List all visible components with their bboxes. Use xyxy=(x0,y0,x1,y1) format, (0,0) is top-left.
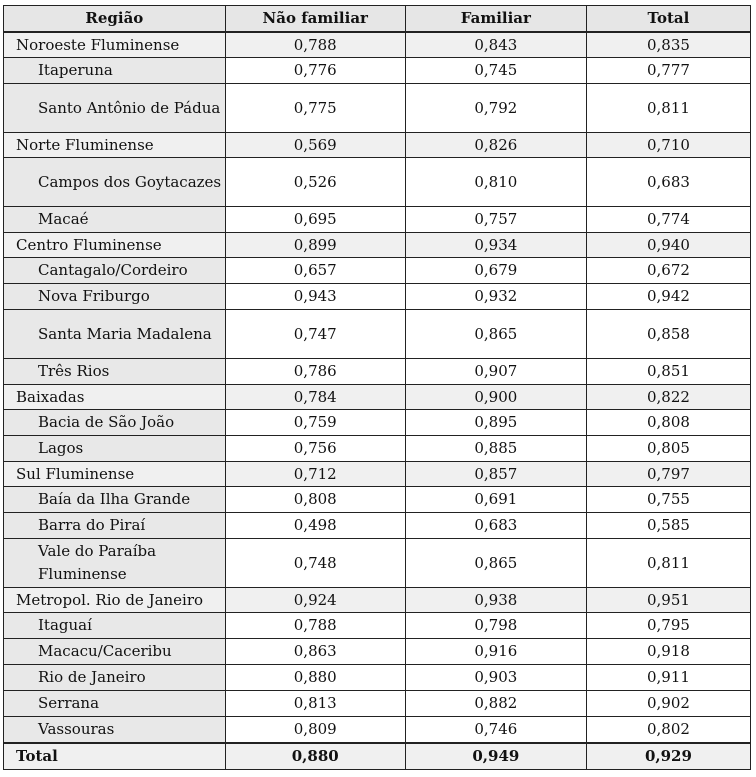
value-nao-familiar: 0,775 xyxy=(225,84,405,133)
row-label: Rio de Janeiro xyxy=(4,665,226,691)
row-label: Macaé xyxy=(4,207,226,233)
row-label: Campos dos Goytacazes xyxy=(4,158,226,207)
value-total: 0,755 xyxy=(586,487,750,513)
subregion-row xyxy=(4,284,751,310)
value-familiar: 0,683 xyxy=(405,513,586,539)
subregion-row xyxy=(4,539,751,588)
value-total: 0,911 xyxy=(586,665,750,691)
value-familiar: 0,865 xyxy=(405,310,586,359)
value-nao-familiar: 0,756 xyxy=(225,436,405,462)
value-nao-familiar: 0,759 xyxy=(225,410,405,436)
data-table xyxy=(3,5,751,770)
value-total: 0,811 xyxy=(586,539,750,588)
row-label: Nova Friburgo xyxy=(4,284,226,310)
subregion-row xyxy=(4,410,751,436)
row-label: Itaguaí xyxy=(4,613,226,639)
row-label: Metropol. Rio de Janeiro xyxy=(4,588,226,613)
value-total: 0,683 xyxy=(586,158,750,207)
value-familiar: 0,843 xyxy=(405,32,586,58)
value-nao-familiar: 0,880 xyxy=(225,665,405,691)
value-nao-familiar: 0,747 xyxy=(225,310,405,359)
value-familiar: 0,746 xyxy=(405,717,586,744)
value-familiar: 0,949 xyxy=(405,743,586,770)
header-total: Total xyxy=(586,6,750,33)
value-nao-familiar: 0,784 xyxy=(225,385,405,410)
value-nao-familiar: 0,880 xyxy=(225,743,405,770)
row-label: Sul Fluminense xyxy=(4,462,226,487)
row-label: Santa Maria Madalena xyxy=(4,310,226,359)
value-nao-familiar: 0,813 xyxy=(225,691,405,717)
value-total: 0,805 xyxy=(586,436,750,462)
value-nao-familiar: 0,943 xyxy=(225,284,405,310)
value-familiar: 0,745 xyxy=(405,58,586,84)
value-familiar: 0,882 xyxy=(405,691,586,717)
row-label: Vassouras xyxy=(4,717,226,744)
subregion-row xyxy=(4,58,751,84)
value-total: 0,672 xyxy=(586,258,750,284)
value-familiar: 0,857 xyxy=(405,462,586,487)
value-total: 0,835 xyxy=(586,32,750,58)
subregion-row xyxy=(4,207,751,233)
value-nao-familiar: 0,776 xyxy=(225,58,405,84)
value-nao-familiar: 0,809 xyxy=(225,717,405,744)
value-total: 0,940 xyxy=(586,233,750,258)
value-familiar: 0,900 xyxy=(405,385,586,410)
value-nao-familiar: 0,657 xyxy=(225,258,405,284)
value-nao-familiar: 0,788 xyxy=(225,613,405,639)
value-familiar: 0,885 xyxy=(405,436,586,462)
row-label: Centro Fluminense xyxy=(4,233,226,258)
total-row xyxy=(4,743,751,770)
region-row xyxy=(4,462,751,487)
subregion-row xyxy=(4,84,751,133)
value-total: 0,902 xyxy=(586,691,750,717)
value-total: 0,942 xyxy=(586,284,750,310)
value-familiar: 0,938 xyxy=(405,588,586,613)
value-familiar: 0,916 xyxy=(405,639,586,665)
value-total: 0,951 xyxy=(586,588,750,613)
value-total: 0,802 xyxy=(586,717,750,744)
value-nao-familiar: 0,695 xyxy=(225,207,405,233)
value-nao-familiar: 0,786 xyxy=(225,359,405,385)
value-nao-familiar: 0,498 xyxy=(225,513,405,539)
value-total: 0,851 xyxy=(586,359,750,385)
value-familiar: 0,792 xyxy=(405,84,586,133)
region-row xyxy=(4,385,751,410)
subregion-row xyxy=(4,487,751,513)
value-nao-familiar: 0,863 xyxy=(225,639,405,665)
header-regiao: Região xyxy=(4,6,226,33)
value-familiar: 0,895 xyxy=(405,410,586,436)
row-label: Norte Fluminense xyxy=(4,133,226,158)
header-row xyxy=(4,6,751,33)
row-label: Cantagalo/Cordeiro xyxy=(4,258,226,284)
value-nao-familiar: 0,899 xyxy=(225,233,405,258)
value-total: 0,795 xyxy=(586,613,750,639)
region-row xyxy=(4,588,751,613)
value-total: 0,811 xyxy=(586,84,750,133)
subregion-row xyxy=(4,258,751,284)
subregion-row xyxy=(4,613,751,639)
value-familiar: 0,757 xyxy=(405,207,586,233)
header-nao-familiar: Não familiar xyxy=(225,6,405,33)
subregion-row xyxy=(4,639,751,665)
value-nao-familiar: 0,808 xyxy=(225,487,405,513)
value-familiar: 0,810 xyxy=(405,158,586,207)
value-familiar: 0,932 xyxy=(405,284,586,310)
row-label: Bacia de São João xyxy=(4,410,226,436)
row-label: Vale do Paraíba Fluminense xyxy=(4,539,226,588)
value-nao-familiar: 0,526 xyxy=(225,158,405,207)
value-familiar: 0,679 xyxy=(405,258,586,284)
row-label: Barra do Piraí xyxy=(4,513,226,539)
value-total: 0,808 xyxy=(586,410,750,436)
subregion-row xyxy=(4,310,751,359)
header-familiar: Familiar xyxy=(405,6,586,33)
value-nao-familiar: 0,748 xyxy=(225,539,405,588)
row-label: Itaperuna xyxy=(4,58,226,84)
value-total: 0,774 xyxy=(586,207,750,233)
value-familiar: 0,691 xyxy=(405,487,586,513)
row-label: Três Rios xyxy=(4,359,226,385)
subregion-row xyxy=(4,436,751,462)
row-label: Baixadas xyxy=(4,385,226,410)
value-familiar: 0,934 xyxy=(405,233,586,258)
row-label: Lagos xyxy=(4,436,226,462)
region-row xyxy=(4,133,751,158)
row-label: Macacu/Caceribu xyxy=(4,639,226,665)
value-total: 0,929 xyxy=(586,743,750,770)
value-nao-familiar: 0,788 xyxy=(225,32,405,58)
value-total: 0,918 xyxy=(586,639,750,665)
row-label: Noroeste Fluminense xyxy=(4,32,226,58)
value-familiar: 0,907 xyxy=(405,359,586,385)
value-familiar: 0,903 xyxy=(405,665,586,691)
row-label: Total xyxy=(4,743,226,770)
value-total: 0,585 xyxy=(586,513,750,539)
subregion-row xyxy=(4,665,751,691)
value-nao-familiar: 0,712 xyxy=(225,462,405,487)
row-label: Baía da Ilha Grande xyxy=(4,487,226,513)
value-familiar: 0,798 xyxy=(405,613,586,639)
subregion-row xyxy=(4,158,751,207)
value-total: 0,858 xyxy=(586,310,750,359)
value-familiar: 0,865 xyxy=(405,539,586,588)
region-row xyxy=(4,233,751,258)
value-total: 0,777 xyxy=(586,58,750,84)
row-label: Santo Antônio de Pádua xyxy=(4,84,226,133)
value-total: 0,822 xyxy=(586,385,750,410)
value-nao-familiar: 0,569 xyxy=(225,133,405,158)
subregion-row xyxy=(4,717,751,744)
subregion-row xyxy=(4,513,751,539)
value-nao-familiar: 0,924 xyxy=(225,588,405,613)
subregion-row xyxy=(4,691,751,717)
region-row xyxy=(4,32,751,58)
subregion-row xyxy=(4,359,751,385)
value-total: 0,797 xyxy=(586,462,750,487)
value-familiar: 0,826 xyxy=(405,133,586,158)
row-label: Serrana xyxy=(4,691,226,717)
value-total: 0,710 xyxy=(586,133,750,158)
